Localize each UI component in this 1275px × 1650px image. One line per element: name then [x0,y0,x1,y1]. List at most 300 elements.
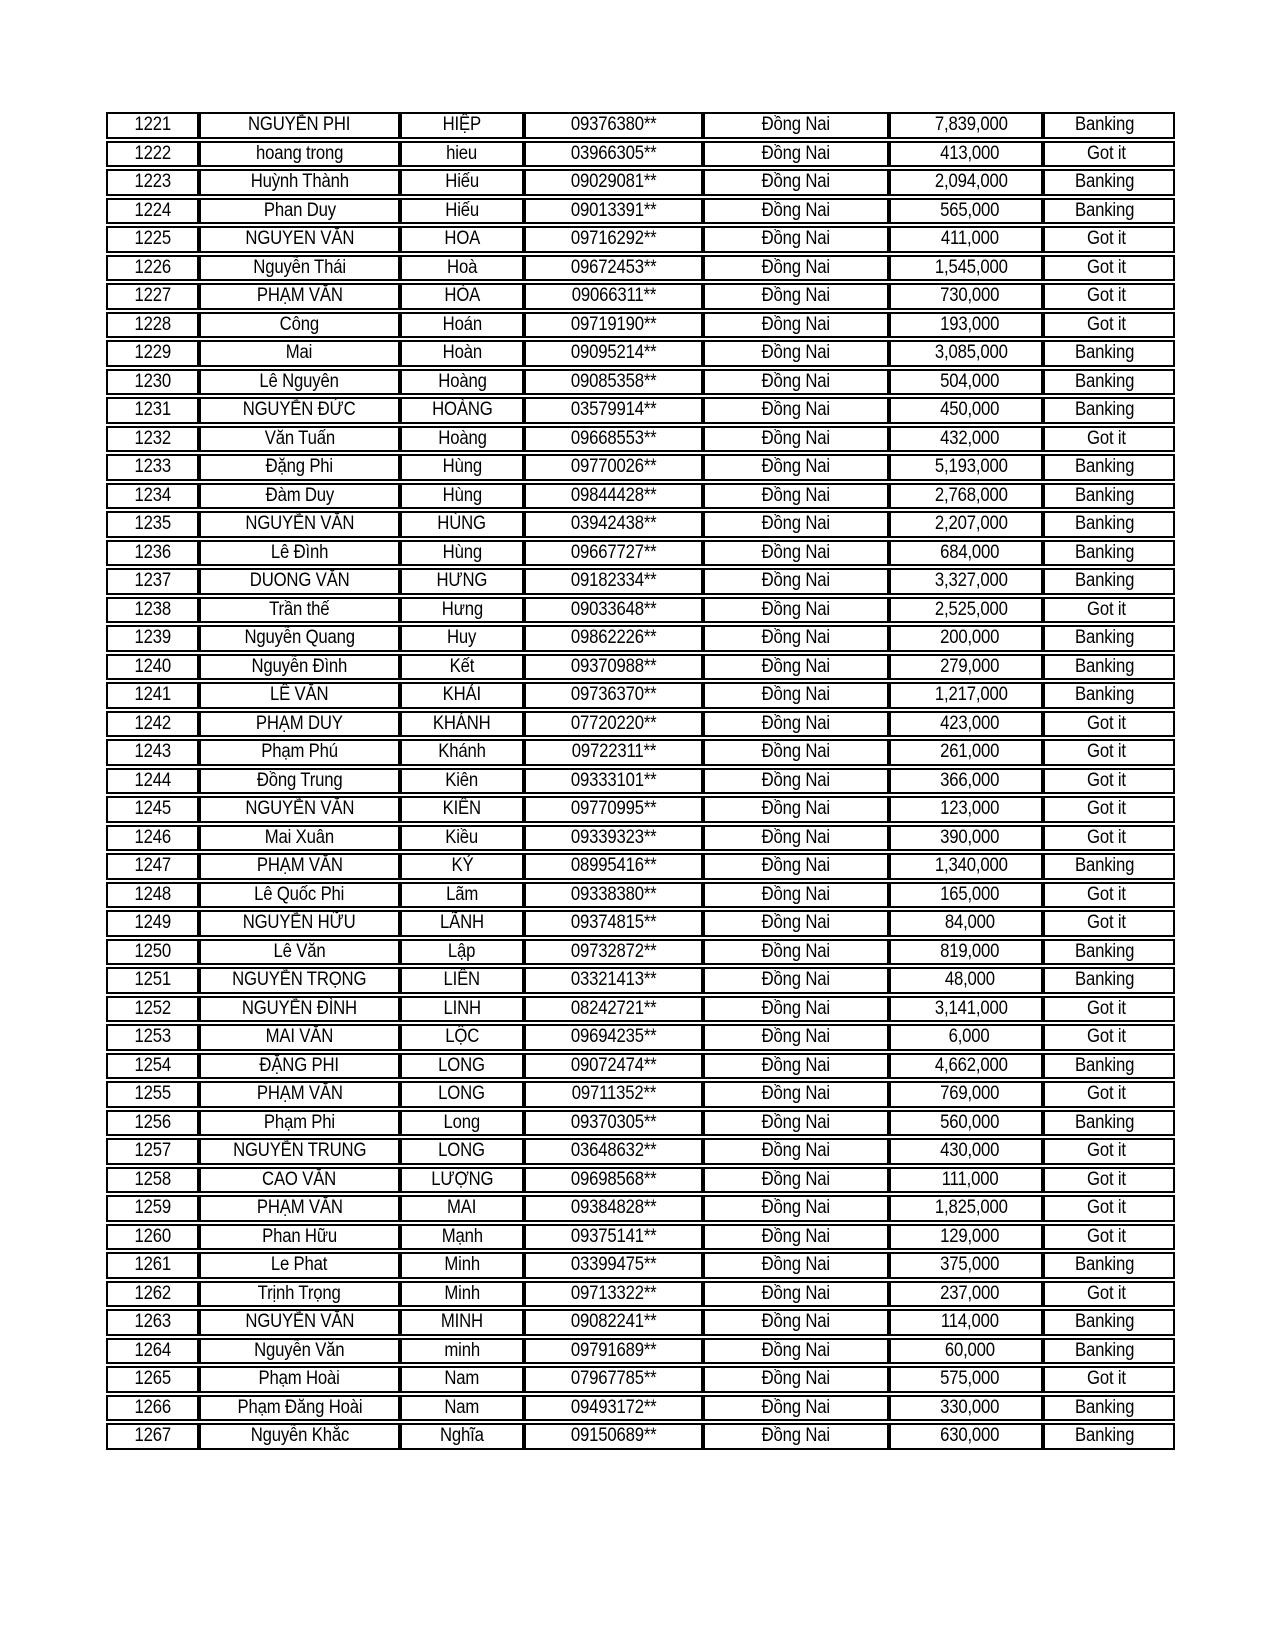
cell-text: Banking [1075,940,1135,962]
cell-id [106,1024,199,1051]
cell-text: Lãm [445,883,479,905]
cell-id [106,682,199,709]
cell-status [1043,1252,1175,1279]
cell-amount [889,312,1043,339]
cell-text: Nguyễn Quang [244,627,355,648]
cell-text: 423,000 [940,712,1000,734]
cell-first-name [199,340,400,367]
cell-phone [524,1110,703,1137]
cell-text: Đồng Trung [256,769,343,791]
cell-text: 09095214** [570,342,657,363]
cell-province [703,511,889,538]
cell-province [703,1081,889,1108]
records-table [106,110,1175,1452]
cell-phone [524,1081,703,1108]
cell-text: Khánh [438,741,486,762]
cell-text: 330,000 [940,1396,1000,1418]
cell-province [703,1423,889,1450]
cell-text: Đồng Nai [761,627,831,648]
cell-text: MINH [440,1311,484,1332]
cell-text: Đồng Nai [761,1425,831,1446]
cell-phone [524,1366,703,1393]
cell-last-name [400,1195,524,1222]
cell-id [106,1309,199,1336]
cell-last-name [400,397,524,424]
cell-amount [889,1024,1043,1051]
cell-last-name [400,340,524,367]
table-row [106,910,1175,937]
cell-amount [889,283,1043,310]
cell-text: Đồng Nai [761,456,831,477]
cell-text: 03399475** [570,1254,657,1275]
cell-first-name [199,1224,400,1251]
cell-phone [524,1195,703,1222]
cell-text: 123,000 [940,798,1000,819]
cell-text: 1255 [134,1083,171,1104]
cell-text: Minh [444,1254,480,1275]
cell-text: 1240 [134,655,171,677]
cell-text: LƯỢNG [430,1168,494,1190]
cell-text: Banking [1075,1054,1135,1076]
cell-text: PHẠM VĂN [256,285,343,306]
cell-text: Got it [1086,427,1126,449]
cell-amount [889,511,1043,538]
cell-text: Got it [1086,912,1126,933]
cell-first-name [199,226,400,253]
cell-text: 09370305** [570,1111,657,1133]
cell-status [1043,768,1175,795]
cell-province [703,1024,889,1051]
cell-text: 1263 [134,1311,171,1332]
cell-province [703,996,889,1023]
cell-text: 1236 [134,541,171,563]
cell-status [1043,1167,1175,1194]
cell-amount [889,1366,1043,1393]
table-row [106,967,1175,994]
cell-last-name [400,540,524,567]
cell-text: 1254 [134,1054,171,1076]
cell-province [703,1281,889,1308]
cell-text: 2,525,000 [934,598,1008,620]
cell-text: Đồng Nai [761,1140,831,1161]
cell-last-name [400,1224,524,1251]
cell-text: Đồng Nai [761,285,831,306]
cell-status [1043,226,1175,253]
cell-status [1043,796,1175,823]
cell-text: 432,000 [940,427,1000,449]
cell-amount [889,1395,1043,1422]
cell-phone [524,853,703,880]
cell-text: 261,000 [940,741,1000,762]
cell-last-name [400,1395,524,1422]
table-row [106,1138,1175,1165]
cell-text: LINH [443,997,481,1019]
cell-text: Phan Duy [263,199,336,221]
cell-status [1043,1395,1175,1422]
cell-last-name [400,112,524,139]
cell-text: NGUYỄN VĂN [245,513,354,534]
cell-phone [524,939,703,966]
cell-id [106,255,199,282]
cell-text: HÙNG [437,513,487,534]
cell-status [1043,1081,1175,1108]
cell-first-name [199,597,400,624]
table-row [106,625,1175,652]
cell-text: hieu [446,142,478,164]
cell-text: 09672453** [570,256,657,278]
cell-text: 2,768,000 [934,484,1008,506]
cell-text: 430,000 [940,1140,1000,1161]
cell-text: Lê Quốc Phi [254,883,345,905]
cell-phone [524,1138,703,1165]
cell-status [1043,511,1175,538]
cell-text: Đồng Nai [761,256,831,278]
cell-amount [889,226,1043,253]
cell-phone [524,967,703,994]
cell-text: 129,000 [940,1225,1000,1247]
cell-id [106,711,199,738]
cell-first-name [199,682,400,709]
cell-province [703,540,889,567]
cell-first-name [199,882,400,909]
cell-status [1043,825,1175,852]
cell-text: 09082241** [570,1311,657,1332]
cell-last-name [400,1024,524,1051]
cell-first-name [199,625,400,652]
cell-text: 09694235** [570,1026,657,1047]
cell-text: ĐẶNG PHI [259,1054,340,1076]
cell-last-name [400,426,524,453]
cell-last-name [400,369,524,396]
cell-status [1043,939,1175,966]
cell-phone [524,768,703,795]
cell-text: Got it [1086,1225,1126,1247]
cell-last-name [400,882,524,909]
cell-text: 1,340,000 [934,855,1008,876]
table-body [106,112,1175,1450]
cell-status [1043,625,1175,652]
cell-last-name [400,169,524,196]
cell-id [106,1338,199,1365]
cell-text: 3,327,000 [934,570,1008,591]
cell-text: Hiếu [445,199,479,221]
cell-text: Got it [1086,1140,1126,1161]
cell-status [1043,255,1175,282]
table-row [106,682,1175,709]
cell-phone [524,654,703,681]
cell-phone [524,511,703,538]
cell-text: 07720220** [570,712,657,734]
cell-status [1043,568,1175,595]
cell-text: Banking [1075,114,1135,135]
cell-text: 84,000 [944,912,995,933]
cell-text: Banking [1075,1339,1135,1361]
cell-text: Đồng Nai [761,969,831,990]
cell-status [1043,882,1175,909]
cell-text: 08995416** [570,855,657,876]
cell-text: 09370988** [570,655,657,677]
cell-text: 279,000 [940,655,1000,677]
cell-id [106,853,199,880]
cell-phone [524,739,703,766]
cell-amount [889,825,1043,852]
cell-text: Got it [1086,741,1126,762]
cell-text: 1245 [134,798,171,819]
cell-last-name [400,967,524,994]
cell-text: 09844428** [570,484,657,506]
cell-status [1043,1224,1175,1251]
cell-last-name [400,226,524,253]
cell-text: 1230 [134,370,171,392]
cell-text: 03321413** [570,969,657,990]
cell-id [106,169,199,196]
cell-text: PHẠM VĂN [256,1083,343,1104]
cell-text: 1231 [134,399,171,420]
cell-text: Banking [1075,541,1135,563]
cell-province [703,198,889,225]
cell-text: Kiều [445,826,479,848]
cell-text: Banking [1075,399,1135,420]
cell-text: 1229 [134,342,171,363]
cell-last-name [400,1252,524,1279]
cell-text: 09722311** [571,741,656,762]
cell-amount [889,967,1043,994]
cell-text: Got it [1086,256,1126,278]
cell-text: Đồng Nai [761,1026,831,1047]
cell-text: 1266 [134,1396,171,1418]
cell-text: 09711352** [571,1083,656,1104]
cell-text: KHẢI [442,684,482,705]
cell-phone [524,597,703,624]
cell-text: Đồng Nai [761,1339,831,1361]
cell-text: Đồng Nai [761,142,831,164]
table-row [106,1110,1175,1137]
cell-province [703,283,889,310]
cell-text: 630,000 [940,1425,1000,1446]
cell-province [703,682,889,709]
cell-id [106,625,199,652]
cell-text: 560,000 [940,1111,1000,1133]
cell-text: 1233 [134,456,171,477]
cell-text: 2,207,000 [934,513,1008,534]
cell-first-name [199,255,400,282]
cell-province [703,483,889,510]
cell-amount [889,796,1043,823]
cell-text: Banking [1075,969,1135,990]
cell-text: LÃNH [440,912,484,933]
cell-last-name [400,1138,524,1165]
cell-text: Hoán [442,313,482,335]
cell-id [106,540,199,567]
table-row [106,1224,1175,1251]
table-row [106,825,1175,852]
table-row [106,939,1175,966]
cell-phone [524,996,703,1023]
cell-text: 09338380** [570,883,657,905]
cell-amount [889,483,1043,510]
cell-id [106,597,199,624]
cell-text: Đồng Nai [761,712,831,734]
cell-text: 1251 [134,969,171,990]
cell-text: 819,000 [940,940,1000,962]
cell-phone [524,1224,703,1251]
cell-amount [889,597,1043,624]
table-row [106,796,1175,823]
cell-text: 09333101** [570,769,657,791]
cell-last-name [400,1366,524,1393]
cell-text: Văn Tuấn [264,427,335,449]
cell-first-name [199,1138,400,1165]
cell-status [1043,654,1175,681]
cell-text: Lê Nguyên [259,370,340,392]
cell-text: Got it [1086,1083,1126,1104]
cell-text: Mai [286,342,313,363]
cell-text: 1234 [134,484,171,506]
cell-text: PHẠM VĂN [256,1197,343,1218]
cell-text: Lê Văn [273,940,326,962]
cell-text: 09013391** [570,199,657,221]
cell-first-name [199,1395,400,1422]
cell-status [1043,682,1175,709]
cell-last-name [400,825,524,852]
cell-text: Got it [1086,883,1126,905]
cell-amount [889,1167,1043,1194]
cell-text: 390,000 [940,826,1000,848]
cell-text: Nghĩa [440,1425,484,1446]
cell-text: 1265 [134,1368,171,1389]
cell-phone [524,112,703,139]
table-row [106,597,1175,624]
cell-text: Nguyễn Thái [253,256,346,278]
cell-text: Đồng Nai [761,1168,831,1190]
cell-status [1043,483,1175,510]
cell-first-name [199,1081,400,1108]
cell-text: Đồng Nai [761,171,831,192]
cell-text: LỘC [445,1026,479,1047]
cell-text: 07967785** [570,1368,657,1389]
cell-text: Phan Hữu [262,1225,337,1247]
cell-text: 3,085,000 [934,342,1008,363]
cell-text: Banking [1075,1425,1135,1446]
cell-text: 1239 [134,627,171,648]
cell-amount [889,939,1043,966]
cell-text: Đồng Nai [761,655,831,677]
cell-province [703,825,889,852]
cell-amount [889,739,1043,766]
cell-text: 7,839,000 [934,114,1008,135]
cell-amount [889,454,1043,481]
table-row [106,853,1175,880]
cell-phone [524,796,703,823]
cell-phone [524,283,703,310]
cell-amount [889,768,1043,795]
cell-status [1043,169,1175,196]
cell-last-name [400,711,524,738]
cell-text: 1252 [134,997,171,1019]
cell-text: MAI [447,1197,477,1218]
cell-text: Banking [1075,684,1135,705]
cell-last-name [400,939,524,966]
cell-text: NGUYỄN TRỌNG [232,969,367,990]
cell-text: 366,000 [940,769,1000,791]
cell-phone [524,141,703,168]
cell-status [1043,1366,1175,1393]
cell-last-name [400,1309,524,1336]
cell-first-name [199,1252,400,1279]
cell-phone [524,454,703,481]
cell-id [106,739,199,766]
cell-province [703,625,889,652]
cell-phone [524,910,703,937]
cell-status [1043,1053,1175,1080]
cell-text: 1228 [134,313,171,335]
cell-text: NGUYỄN TRUNG [232,1140,367,1161]
cell-id [106,340,199,367]
cell-text: 375,000 [940,1254,1000,1275]
cell-text: Đồng Nai [761,1197,831,1218]
cell-text: Got it [1086,598,1126,620]
cell-text: Đồng Nai [761,370,831,392]
cell-province [703,1167,889,1194]
cell-text: Đồng Nai [761,798,831,819]
cell-status [1043,1138,1175,1165]
cell-last-name [400,1053,524,1080]
cell-id [106,226,199,253]
cell-province [703,597,889,624]
cell-status [1043,1309,1175,1336]
table-row [106,1252,1175,1279]
cell-text: 09376380** [570,114,657,135]
cell-text: Đồng Nai [761,1225,831,1247]
table-row [106,141,1175,168]
cell-province [703,739,889,766]
cell-id [106,796,199,823]
cell-id [106,1167,199,1194]
table-row [106,397,1175,424]
cell-text: 1,217,000 [934,684,1008,705]
cell-phone [524,483,703,510]
cell-last-name [400,312,524,339]
cell-amount [889,682,1043,709]
cell-status [1043,112,1175,139]
cell-province [703,939,889,966]
cell-amount [889,1138,1043,1165]
cell-id [106,1053,199,1080]
cell-province [703,454,889,481]
cell-text: 2,094,000 [934,171,1008,192]
cell-status [1043,283,1175,310]
cell-text: 1246 [134,826,171,848]
cell-province [703,796,889,823]
cell-phone [524,340,703,367]
cell-first-name [199,1053,400,1080]
cell-province [703,369,889,396]
cell-text: NGUYỄN VĂN [245,798,354,819]
cell-first-name [199,1024,400,1051]
cell-id [106,939,199,966]
table-row [106,1167,1175,1194]
cell-id [106,198,199,225]
cell-text: 09375141** [570,1225,657,1247]
cell-phone [524,369,703,396]
cell-text: Hoàng [437,370,487,392]
cell-text: 09732872** [570,940,657,962]
cell-status [1043,198,1175,225]
cell-text: Đồng Nai [761,570,831,591]
cell-amount [889,853,1043,880]
cell-text: Banking [1075,370,1135,392]
cell-text: 03966305** [570,142,657,164]
